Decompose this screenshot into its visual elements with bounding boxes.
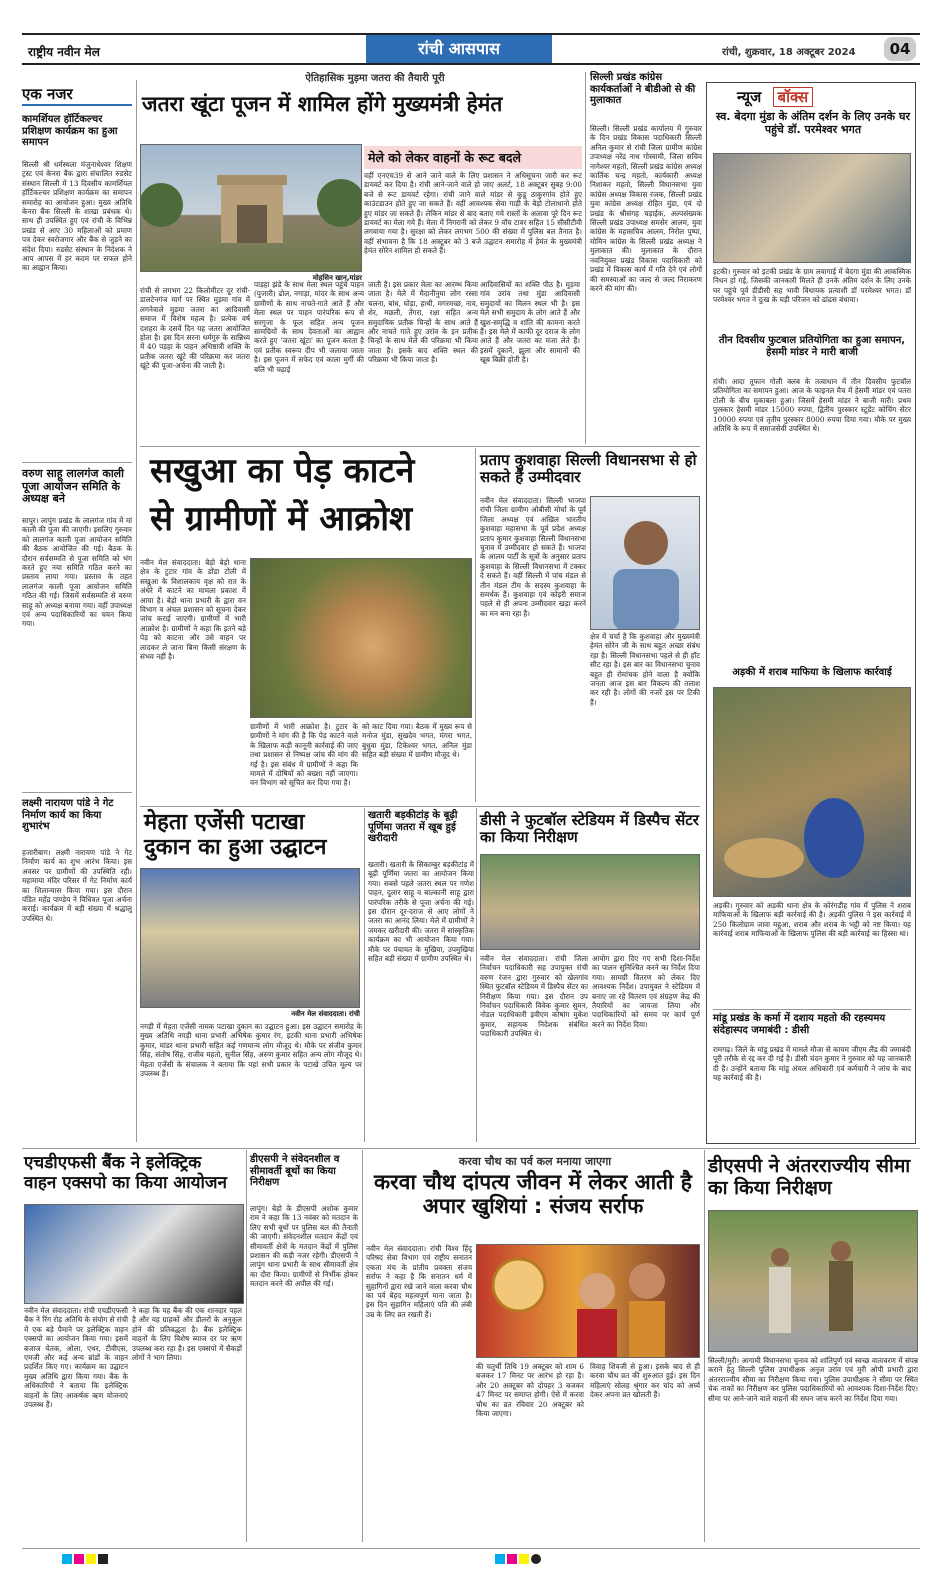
- karwa-body-col-3: विवाह शिवजी से हुआ। इसके बाद से ही करवा चौथ व्रत की शुरुआत हुई। इस दिन महिलाएं सोलह श्रृंगार कर चांद को अर्घ्य देकर अपना व्रत खोलती हैं।: [590, 1362, 700, 1400]
- lead-body-col-4: आदिवासियों का शक्ति पीठ है। मुड़मा गांव उरांव तथा मुंडा आदिवासी समुदायों का मिलन स्थल भी है। इस मेले सभी समुदाय के लोग आते हैं और खुश-समृद्धि व शांति की कामना करते हैं। इस मेले में काफी दूर दराज के लोग आते हैं और जतरा का मजा लेते हैं। इसमें दुकानें, झूला और सामानों की खूब बिक्री होती है।: [480, 280, 580, 365]
- column-rule: [364, 808, 365, 1142]
- ek-nazar-body-2: सापुर। लापुंग प्रखंड के लालगंज गांव में मां काली की पूजा की जाएगी। इसलिए गुरुवार को लालगंज काली पूजा आयोजन समिति की बैठक आयोजित की गई। बैठक के दौरान सर्वसम्मति से पूजा समिति को भंग करते हुए नया समिति गठित करने का प्रस्ताव लाया गया। प्रस्ताव के तहत लालगंज काली पूजा आयोजन समिति गठित की गई। जिसमें सर्वसम्मति से वरुण साहू को अध्यक्ष बनाया गया। वहीं उपाध्यक्ष एवं अन्य पदाधिकारियों का चयन किया गया।: [22, 516, 132, 629]
- sakhua-body-col-2: ग्रामीणों में भारी आक्रोश है। टुटार के ग्रामीणों ने मांग की है कि पेड़ काटने वाले के खिलाफ कड़ी कानूनी कार्रवाई की जाए तथा प्रशासन से निष्पक्ष जांच की मांग की गई है। इस संबंध में ग्रामीणों ने कहा कि मामले में दोषियों को बख्शा नहीं जाएगा। वन विभाग को सूचित कर दिया गया है।: [250, 722, 358, 788]
- lead-body-col-1: रांची से लगभग 22 किलोमीटर दूर रांची-डालटेनगंज मार्ग पर स्थित मुड़मा गांव में लगनेवाले मुड़मा जतरा का आदिवासी समाज में विशेष महत्व है। प्रत्येक वर्ष दशहरा के दसवें दिन यह जतरा आयोजित होता है। इस दिन सरना धर्मगुरु के सान्निध्य में 40 पड़हा के पाहन अधिष्ठात्री शक्ति के प्रतीक जतरा खूंटे की परिक्रमा कर जतरा खूंटे की पूजा-अर्चना की जाती है।: [140, 286, 250, 371]
- booth-headline: डीएसपी ने संवेदनशील व सीमावर्ती बूथों का किया निरीक्षण: [250, 1154, 340, 1188]
- route-box-title: मेले को लेकर वाहनों के रूट बदले: [364, 146, 582, 169]
- column-rule: [136, 80, 137, 1142]
- sakhua-headline-line-2: से ग्रामीणों में आक्रोश: [150, 499, 413, 539]
- divider: [22, 792, 132, 793]
- column-rule: [246, 1150, 247, 1542]
- page-number: 04: [884, 37, 916, 61]
- hdfc-body: नवीन मेल संवाददाता। रांची एचडीएफसी बैंक ने रिंग रोड़ अतिथि के संयोग से रांची में एक बड़े पैमाने पर इलेक्ट्रिक वाहन एक्सपो का आयोजन किया गया। इसमें बजाज चेतक, ओला, एथर, टीवीएस, एमजी और कई अन्य ब्रांडों के वाहन प्रदर्शित किए गए। कार्यक्रम का उद्घाटन मुख्य अतिथि द्वारा किया गया। बैंक के अधिकारियों ने बताया कि इलेक्ट्रिक वाहनों के लिए आकर्षक ऋण योजनाएं उपलब्ध हैं।: [24, 1306, 128, 1410]
- news-box: [706, 82, 916, 1144]
- dc-headline: डीसी ने फुटबॉल स्टेडियम में डिस्पैच सेंटर का किया निरीक्षण: [480, 811, 699, 847]
- karwa-body-col-1: नवीन मेल संवाददाता। रांची विश्व हिंदू परिषद सेवा विभाग एवं राष्ट्रीय सनातन एकता मंच के प्रांतीय प्रवक्ता संजय सर्राफ ने कहा है कि सनातन धर्म में सुहागिनों द्वारा रखे जाने वाला करवा चौथ का पर्व बेहद महत्वपूर्ण माना जाता है। इस दिन सुहागिन महिलाएं पति की लंबी उम्र के लिए व्रत रखती हैं।: [366, 1244, 472, 1319]
- ek-nazar-label: एक नजर: [22, 84, 132, 106]
- dc-body-2: आयोग द्वारा दिए गए सभी दिशा-निर्देश का पालन सुनिश्चित करने का निर्देश दिया गया। सामग्री वितरण को लेकर दिए आवश्यक निर्देश। उपायुक्त ने स्टेडियम में बनाए जा रहे वितरण एवं संग्रहण केंद्र की तैयारियों का जायजा लिया और पदाधिकारियों को समय पर कार्य पूर्ण करने का निर्देश दिया।: [592, 954, 700, 1029]
- khatari-headline: खतारी बड़कीटांड़ के बूढ़ी पूर्णिमा जतरा में खूब हुई खरीदारी: [368, 810, 458, 844]
- print-register-bar: [22, 1548, 920, 1560]
- karwa-photo: [476, 1244, 700, 1358]
- hdfc-photo: [24, 1204, 244, 1304]
- column-rule: [476, 808, 477, 1142]
- karwa-headline: करवा चौथ दांपत्य जीवन में लेकर आती है अपार खुशियां : संजय सर्राफ: [374, 1170, 692, 1219]
- masthead: [22, 33, 920, 65]
- pratap-headline: प्रताप कुशवाहा सिल्ली विधानसभा से हो सकते हैं उम्मीदवार: [480, 451, 697, 487]
- ek-nazar-column: [22, 78, 135, 1143]
- congress-body: सिल्ली। सिल्ली प्रखंड कार्यालय में गुरुवार के दिन प्रखंड विकास पदाधिकारी सिल्ली अनिल कुमार से रांची जिला ग्रामीण कांग्रेस उपाध्यक्ष नरेंद्र नाथ गोस्वामी, जिला सचिव नागेश्वर महतो, सिल्ली प्रखंड कांग्रेस अध्यक्ष कार्तिक चन्द्र महतो, कार्यकारी अध्यक्ष निशाकर महतो, सिल्ली विधानसभा युवा कांग्रेस अध्यक्ष विकास रजक, सिल्ली प्रखंड युवा कांग्रेस अध्यक्ष रोहित मुंडा, एवं दो प्रखंड के श्रीसंगह चड़ाईक, अल्पसंख्यक सिल्ली प्रखंड उपाध्यक्ष समसेर आलम, युवा कांग्रेस के महासचिव आलम, निरोल पुष्पा, मोमिन कांग्रेस के सिल्ली प्रखंड अध्यक्ष ने मुलाकात की। मुलाकात के दौरान नवनियुक्त प्रखंड विकास पदाधिकारी को प्रखंड में विकास कार्य में गति देने एवं लोगों की समस्याओं का जल्द से जल्द निराकरण करने की मांग की।: [590, 124, 702, 293]
- khatari-body: खतारी। खतारी के सिकाम्बुर बड़कीटांड़ में बूढ़ी पूर्णिमा जतरा का आयोजन किया गया। सबसे पहले जतरा स्थल पर गणेश पाहन, दुलार साहू व बाल्कानी साहू द्वारा पारंपरिक तरीके से पूजा अर्चना की गई। इस दौरान दूर-दराज से आए लोगों ने जतरा का आनंद लिया। मेले में ग्रामीणों ने जमकर खरीदारी की। जतरा में सांस्कृतिक कार्यक्रम का भी आयोजन किया गया। मौके पर पंचायत के मुखिया, उपमुखिया सहित बड़ी संख्या में ग्रामीण उपस्थित थे।: [368, 860, 474, 964]
- mehta-photo: [140, 868, 360, 1008]
- column-rule: [704, 1150, 705, 1542]
- dsp-body: सिल्ली/मुरी। आगामी विधानसभा चुनाव को शांतिपूर्ण एवं स्वच्छ वातावरण में संपन्न कराने हेतु सिल्ली पुलिस उपाधीक्षक अनुज उरांव एवं मुरी ओपी प्रभारी द्वारा अंतरराज्यीय सीमा का निरीक्षण किया गया। पुलिस उपाधीक्षक ने सीमा पर स्थित चेक नाकों का निरीक्षण कर पुलिस पदाधिकारियों को आवश्यक दिशा-निर्देश दिए। सीमा पर आने-जाने वाले वाहनों की सघन जांच करने का निर्देश दिया गया।: [708, 1356, 918, 1403]
- divider: [22, 462, 132, 463]
- news-item-2-headline: तीन दिवसीय फुटबाल प्रतियोगिता का हुआ समापन, हेसमी मांडर ने मारी बाजी: [718, 335, 906, 358]
- news-item-1-headline: स्व. बेदगा मुंडा के अंतिम दर्शन के लिए उनके घर पहुंचे डॉ. परमेश्वर भगत: [716, 110, 910, 136]
- news-item-3-headline: अड़की में शराब माफिया के खिलाफ कार्रवाई: [732, 667, 892, 678]
- ek-nazar-headline-2: वरुण साहू लालगंज काली पूजा आयोजन समिति के अध्यक्ष बने: [22, 467, 124, 506]
- divider: [140, 806, 700, 807]
- congress-headline: सिल्ली प्रखंड कांग्रेस कार्यकर्ताओं ने बीडीओ से की मुलाकात: [590, 72, 696, 106]
- karwa-body-col-2: की चतुर्थी तिथि 19 अक्टूबर को शाम 6 बजकर 17 मिनट पर आरंभ हो रहा है। और 20 अक्टूबर को दोपहर 3 बजकर 47 मिनट पर समाप्त होगी। ऐसे में करवा चौथ का व्रत रविवार 20 अक्टूबर को किया जाएगा।: [476, 1362, 584, 1419]
- sakhua-photo: [250, 558, 472, 718]
- hdfc-headline: एचडीएफसी बैंक ने इलेक्ट्रिक वाहन एक्सपो का किया आयोजन: [24, 1153, 227, 1193]
- lead-body-col-2: पाड़हा झंडे के साथ मेला स्थल पहुंचे पाहन (पुजारी) ढोल, नगाड़ा, मांदर के साथ अन्य ग्रामीणों के साथ नाचते-गाते आते हैं और मेला स्थल पर पाहन पारंपरिक रूप से सरगुजा के फूल सहित अन्य पूजन सामग्रियों के साथ देवताओं का आह्वान करते हुए 'जतरा खूंटा' का पूजन करता है एवं प्रतीक स्वरूप दीप भी जलाया जाता है। इस पूजन में सफेद एवं काला मुर्गी की बलि भी चढ़ाई: [254, 280, 364, 374]
- officers-illustration: [709, 1211, 918, 1352]
- ek-nazar-body-3: हजारीबाग। लक्ष्मी नारायण पांडे ने गेट निर्माण कार्य का शुभ आरंभ किया। इस अवसर पर ग्रामीणों की उपस्थिति रही। महामाया मंदिर परिसर में गेट निर्माण कार्य का शिलान्यास किया गया। इस दौरान पंडित महेंद्र पाण्डेय ने विधिवत पूजा अर्चना कराई। कार्यक्रम में बड़ी संख्या में श्रद्धालु उपस्थित थे।: [22, 848, 132, 923]
- mehta-body: नगड़ी में मेहता एजेंसी नामक पटाखा दुकान का उद्घाटन हुआ। इस उद्घाटन समारोह के मुख्य अतिथि नगड़ी थाना प्रभारी अभिषेक कुमार रंग, इटकी थाना प्रभारी अभिषेक कुमार, मांडर थाना प्रभारी सहित कई गणमान्य लोग मौजूद थे। मौके पर संजीव कुमार सिंह, संतोष सिंह, राजीव महतो, सुनील सिंह, अरुण कुमार सहित अन्य लोग मौजूद थे। मेहता एजेंसी के संचालक ने बताया कि यहां सभी प्रकार के पटाखे उचित मूल्य पर उपलब्ध हैं।: [140, 1022, 362, 1079]
- sakhua-headline-line-1: सखुआ का पेड़ काटने: [150, 451, 415, 491]
- karwa-kicker: करवा चौथ का पर्व कल मनाया जाएगा: [458, 1155, 612, 1168]
- dsp-photo: [708, 1210, 918, 1352]
- sakhua-body-col-1: नवीन मेल संवाददाता। बेड़ो बेड़ो थाना क्षेत्र के टुटार गांव के डोंडा टोली में सखुआ के विशालकाय वृक्ष को रात के अंधेरे में काटने का मामला प्रकाश में आया है। बेड़ो थाना प्रभारी के द्वारा वन विभाग व अंचल प्रशासन को सूचना देकर जांच कराई जाएगी। ग्रामीणों में भारी आक्रोश है। ग्रामीणों ने कहा कि इतने बड़े पेड़ को काटना और उसे वाहन पर लादकर ले जाना बिना किसी संरक्षण के संभव नहीं है।: [140, 558, 246, 662]
- column-rule: [585, 72, 586, 444]
- couple-illustration: [477, 1245, 700, 1358]
- page-dateline: रांची, शुक्रवार, 18 अक्टूबर 2024: [722, 47, 856, 58]
- lead-photo: [140, 144, 362, 272]
- pratap-body: नवीन मेल संवाददाता। सिल्ली भाजपा रांची जिला ग्रामीण ओबीसी मोर्चा के पूर्व जिला अध्यक्ष एवं अखिल भारतीय कुशवाहा महासभा के पूर्व प्रदेश अध्यक्ष प्रताप कुमार कुशवाहा सिल्ली विधानसभा चुनाव में उम्मीदवार हो सकते हैं। भाजपा के आलम पार्टी के सूत्रों के अनुसार प्रताप कुशवाहा के सिल्ली विधानसभा में टक्कर दे सकते हैं। वहीं सिल्ली में पांच मंडल से तीन मंडल टीम के सदस्य कुशवाहा के समर्थक हैं। कुशवाहा एवं कोइरी समाज पहले से ही अपना उम्मीदवार खड़ा करने का मन बना रहा है।: [480, 496, 586, 618]
- news-item-2-body: रांची। आदा तूफान गोली क्लब के तत्वाधान में तीन दिवसीय फुटबॉल प्रतियोगिता का समापन हुआ। आज के फाइनल मैच में हेसमी मांडर एवं पतरा टोली के बीच मुकाबला हुआ। जिसमें हेसमी मांडर ने बाजी मारी। प्रथम पुरस्कार हेसमी मांडर 15000 रुपया, द्वितीय पुरस्कार स्टूडेंट कोचिंग सेंटर 10000 रुपया एवं तृतीय पुरस्कार 8000 रुपया दिया गया। मौके पर मुख्य अतिथि के रूप में समाजसेवी उपस्थित थे।: [713, 377, 911, 434]
- mehta-caption: नवीन मेल संवाददाता। रांची: [291, 1010, 360, 1018]
- section-title: रांची आसपास: [366, 35, 552, 63]
- gate-illustration: [141, 145, 362, 272]
- news-item-4-headline: मांडू प्रखंड के कर्मा में दशाय महतो की रहस्यमय संदेहास्पद जमाबंदी : डीसी: [713, 1013, 886, 1036]
- route-box-body: वहीं एनएच39 से आने जाने वाले के लिए प्रशासन ने अधिसूचना जारी कर रूट डायवर्ट कर दिया है। रांची आने-जाने वाले हो जाए अलर्ट, 18 अक्टूबर सुबह 9:00 बजे से रूट डायवर्ट रहेगा। रांची जाने वाले मांडर से कुडू ठाकुरगांव होते हुए काउंटडाउन होते हुए जा सकते हैं। वहीं आवश्यक सेवा गाड़ी के बेड़ो टोलाधानो होते हुए मांडर जा सकते हैं। लेकिन मांडर से बाद बताए गये रास्तों के अलावा पूरे दिन रूट डायवर्ट का मेला गये हैं। मेला में निगरानी को लेकर 9 वॉच टावर सहित 15 सीसीटीवी लगवाया गया है। सुरक्षा को लेकर लगभग 500 की संख्या में पुलिस बल तैनात है। वहीं संभावना है कि 18 अक्टूबर को 3 बजे उद्घाटन समारोह में हेमंत के मुख्यमंत्री हेमंत सोरेन शामिल हो सकते हैं।: [364, 171, 582, 256]
- lead-headline: जतरा खूंटा पूजन में शामिल होंगे मुख्यमंत्री हेमंत: [142, 92, 503, 116]
- hdfc-body-2: ने कहा कि यह बैंक की एक शानदार पहल है और यह ग्राहकों और डीलरों के अनुकूल होने की प्रतिबद्धता है। बैंक इलेक्ट्रिक वाहनों के लिए विशेष ब्याज दर पर ऋण उपलब्ध करा रहा है। इस एक्सपो में सैकड़ों लोगों ने भाग लिया।: [132, 1306, 242, 1363]
- news-item-3-photo: [713, 687, 911, 897]
- lead-kicker: ऐतिहासिक मुड़मा जतरा की तैयारी पूरी: [305, 73, 445, 84]
- dc-photo: [480, 854, 700, 950]
- portrait-illustration: [591, 497, 700, 630]
- booth-body: लापुंग। बेड़ो के डीएसपी अशोक कुमार राम ने कहा कि 13 नवंबर को मतदान के लिए सभी बूथों पर पुलिस बल की तैनाती की जाएगी। संवेदनशील मतदान केंद्रों एवं सीमावर्ती क्षेत्रों के मतदान केंद्रों में पुलिस प्रशासन की कड़ी नजर रहेगी। डीएसपी ने लापुंग थाना प्रभारी के साथ सीमावर्ती क्षेत्र का दौरा किया। ग्रामीणों से निर्भीक होकर मतदान करने की अपील की गई।: [250, 1204, 358, 1289]
- mehta-headline: मेहता एजेंसी पटाखा दुकान का हुआ उद्घाटन: [144, 810, 327, 861]
- column-rule: [475, 448, 476, 802]
- route-box: [364, 146, 582, 278]
- pratap-body-2: क्षेत्र में चर्चा है कि कुशवाहा और मुख्यमंत्री हेमंत सोरेन जी के साथ बहुत अच्छा संबंध रहा है। सिल्ली विधानसभा पहले से ही हॉट सीट रहा है। इस बार का विधानसभा चुनाव बहुत ही रोमांचक होने वाला है क्योंकि जनता आज इस बार विकल्प की तलाश कर रही है। लोगों की नजरें इस पर टिकी हैं।: [590, 632, 700, 707]
- lead-photo-caption: मोहसिन खान,मांडर: [312, 274, 362, 282]
- dsp-headline: डीएसपी ने अंतरराज्यीय सीमा का किया निरीक्षण: [708, 1155, 911, 1199]
- ek-nazar-headline-3: लक्ष्मी नारायण पांडे ने गेट निर्माण कार्य का किया शुभारंभ: [22, 798, 114, 832]
- sakhua-body-col-3: को काट दिया गया। बैठक में मुख्य रूप से मनोज मुंडा, सुखदेव भगत, मंगरा भगत, बुधुवा मुंडा, टिकेश्वर भगत, अनिल मुंडा सहित बड़ी संख्या में ग्रामीण मौजूद थे।: [362, 722, 472, 760]
- divider: [22, 1148, 920, 1149]
- lead-body-col-3: जाती है। इस प्रकार मेला का आरम्भ किया जाता है। मेले में मैदानीनुमा लोग रस्सा चलना, बांध, घोड़ा, हाथी, मगरमच्छ, नाव, शेर, मछली, तेंगरा, रक्षा सहित अन्य समुदायिक प्रतीक चिन्हों के साथ आते हैं और नाचते गाते हुए उरांव के इन प्रतीक चिन्हों के साथ मेले की परिक्रमा भी किया जाता है। इसके बाद शक्ति स्थल की परिक्रमा भी किया जाता है।: [368, 280, 478, 365]
- pratap-photo: [590, 496, 700, 630]
- news-item-3-body: अड़की। गुरुवार को अड़की थाना क्षेत्र के कोरंगडीह गांव में पुलिस ने शराब माफियाओं के खिलाफ बड़ी कार्रवाई की है। अड़की पुलिस ने इस कार्रवाई में 250 किलोग्राम जावा महुआ, शराब और शराब के भट्ठी को नष्ट किया। यह कार्रवाई शराब माफियाओं के खिलाफ पुलिस की बड़ी कार्रवाई का हिस्सा था।: [713, 901, 911, 939]
- news-item-1-body: इटकी। गुरुवार को इटकी प्रखंड के ग्राम लवागाई में बेदगा मुंडा की आकस्मिक निधन हो गई, जिसकी जानकारी मिलते ही उनके अंतिम दर्शन के लिए उनके घर पहुंचे पूर्व डीडीसी सह भावी विधायक प्रत्याशी डॉ परमेश्वर भगत। डॉ परमेश्वर भगत ने दुःख के घड़ी परिजन को ढांढस बंधाया।: [713, 267, 911, 305]
- news-box-label: न्यूज बॉक्स: [737, 87, 813, 107]
- news-item-4-body: रामगढ़। जिले के मांडू प्रखंड में मामले मौजा से कायम जीएम लैंड की जमाबंदी पूरी तरीके से रद्द कर दी गई है। डीसी चंदन कुमार ने गुरुवार को यह जानकारी दी है। उन्होंने बताया कि मांडू अंचल अधिकारी एवं कर्मचारी ने जांच के बाद यह कार्रवाई की है।: [713, 1045, 911, 1083]
- dc-body: नवीन मेल संवाददाता। रांची जिला निर्वाचन पदाधिकारी सह उपायुक्त रांची वरुण रंजन द्वारा गुरुवार को खेलगांव स्थित फुटबॉल स्टेडियम में डिस्पैच सेंटर का निरीक्षण किया गया। इस दौरान उप निर्वाचन पदाधिकारी विवेक कुमार सुमन, नोडल पदाधिकारी इवीएम कोषांग मुकेश कुमार, सहायक निदेशक संबंधित पदाधिकारी उपस्थित थे।: [480, 954, 588, 1039]
- divider: [140, 446, 700, 447]
- ek-nazar-body-1: सिल्ली श्री धर्मस्थला मंजुनाथेश्वर शिक्षण ट्रस्ट एवं केनरा बैंक द्वारा संचालित रुडसेट संस्थान सिल्ली में 13 दिवसीय कामर्शियल हॉर्टिकल्चर प्रशिक्षण कार्यक्रम का समापन समारोह का आयोजन हुआ। मुख्य अतिथि केनरा बैंक सिल्ली के शाखा प्रबंधक थे। साथ ही उपस्थित हुए एवं रांची के विभिन्न प्रखंड से आए 30 महिलाओं को प्रमाण पत्र देकर स्वरोजगार और बैंक से जुड़ने का संदेश दिया। रुडसेट संस्थान के निदेशक ने आप आपस में हर कदम पर सफल होने का आह्वान किया।: [22, 160, 132, 273]
- column-rule: [362, 1150, 363, 1542]
- ek-nazar-headline-1: कामर्शियल हॉर्टिकल्चर प्रशिक्षण कार्यक्रम का हुआ समापन: [22, 114, 118, 148]
- divider: [713, 1009, 911, 1010]
- barrel-illustration: [714, 688, 911, 897]
- news-item-1-photo: [713, 153, 911, 263]
- brand-name: राष्ट्रीय नवीन मेल: [28, 45, 100, 59]
